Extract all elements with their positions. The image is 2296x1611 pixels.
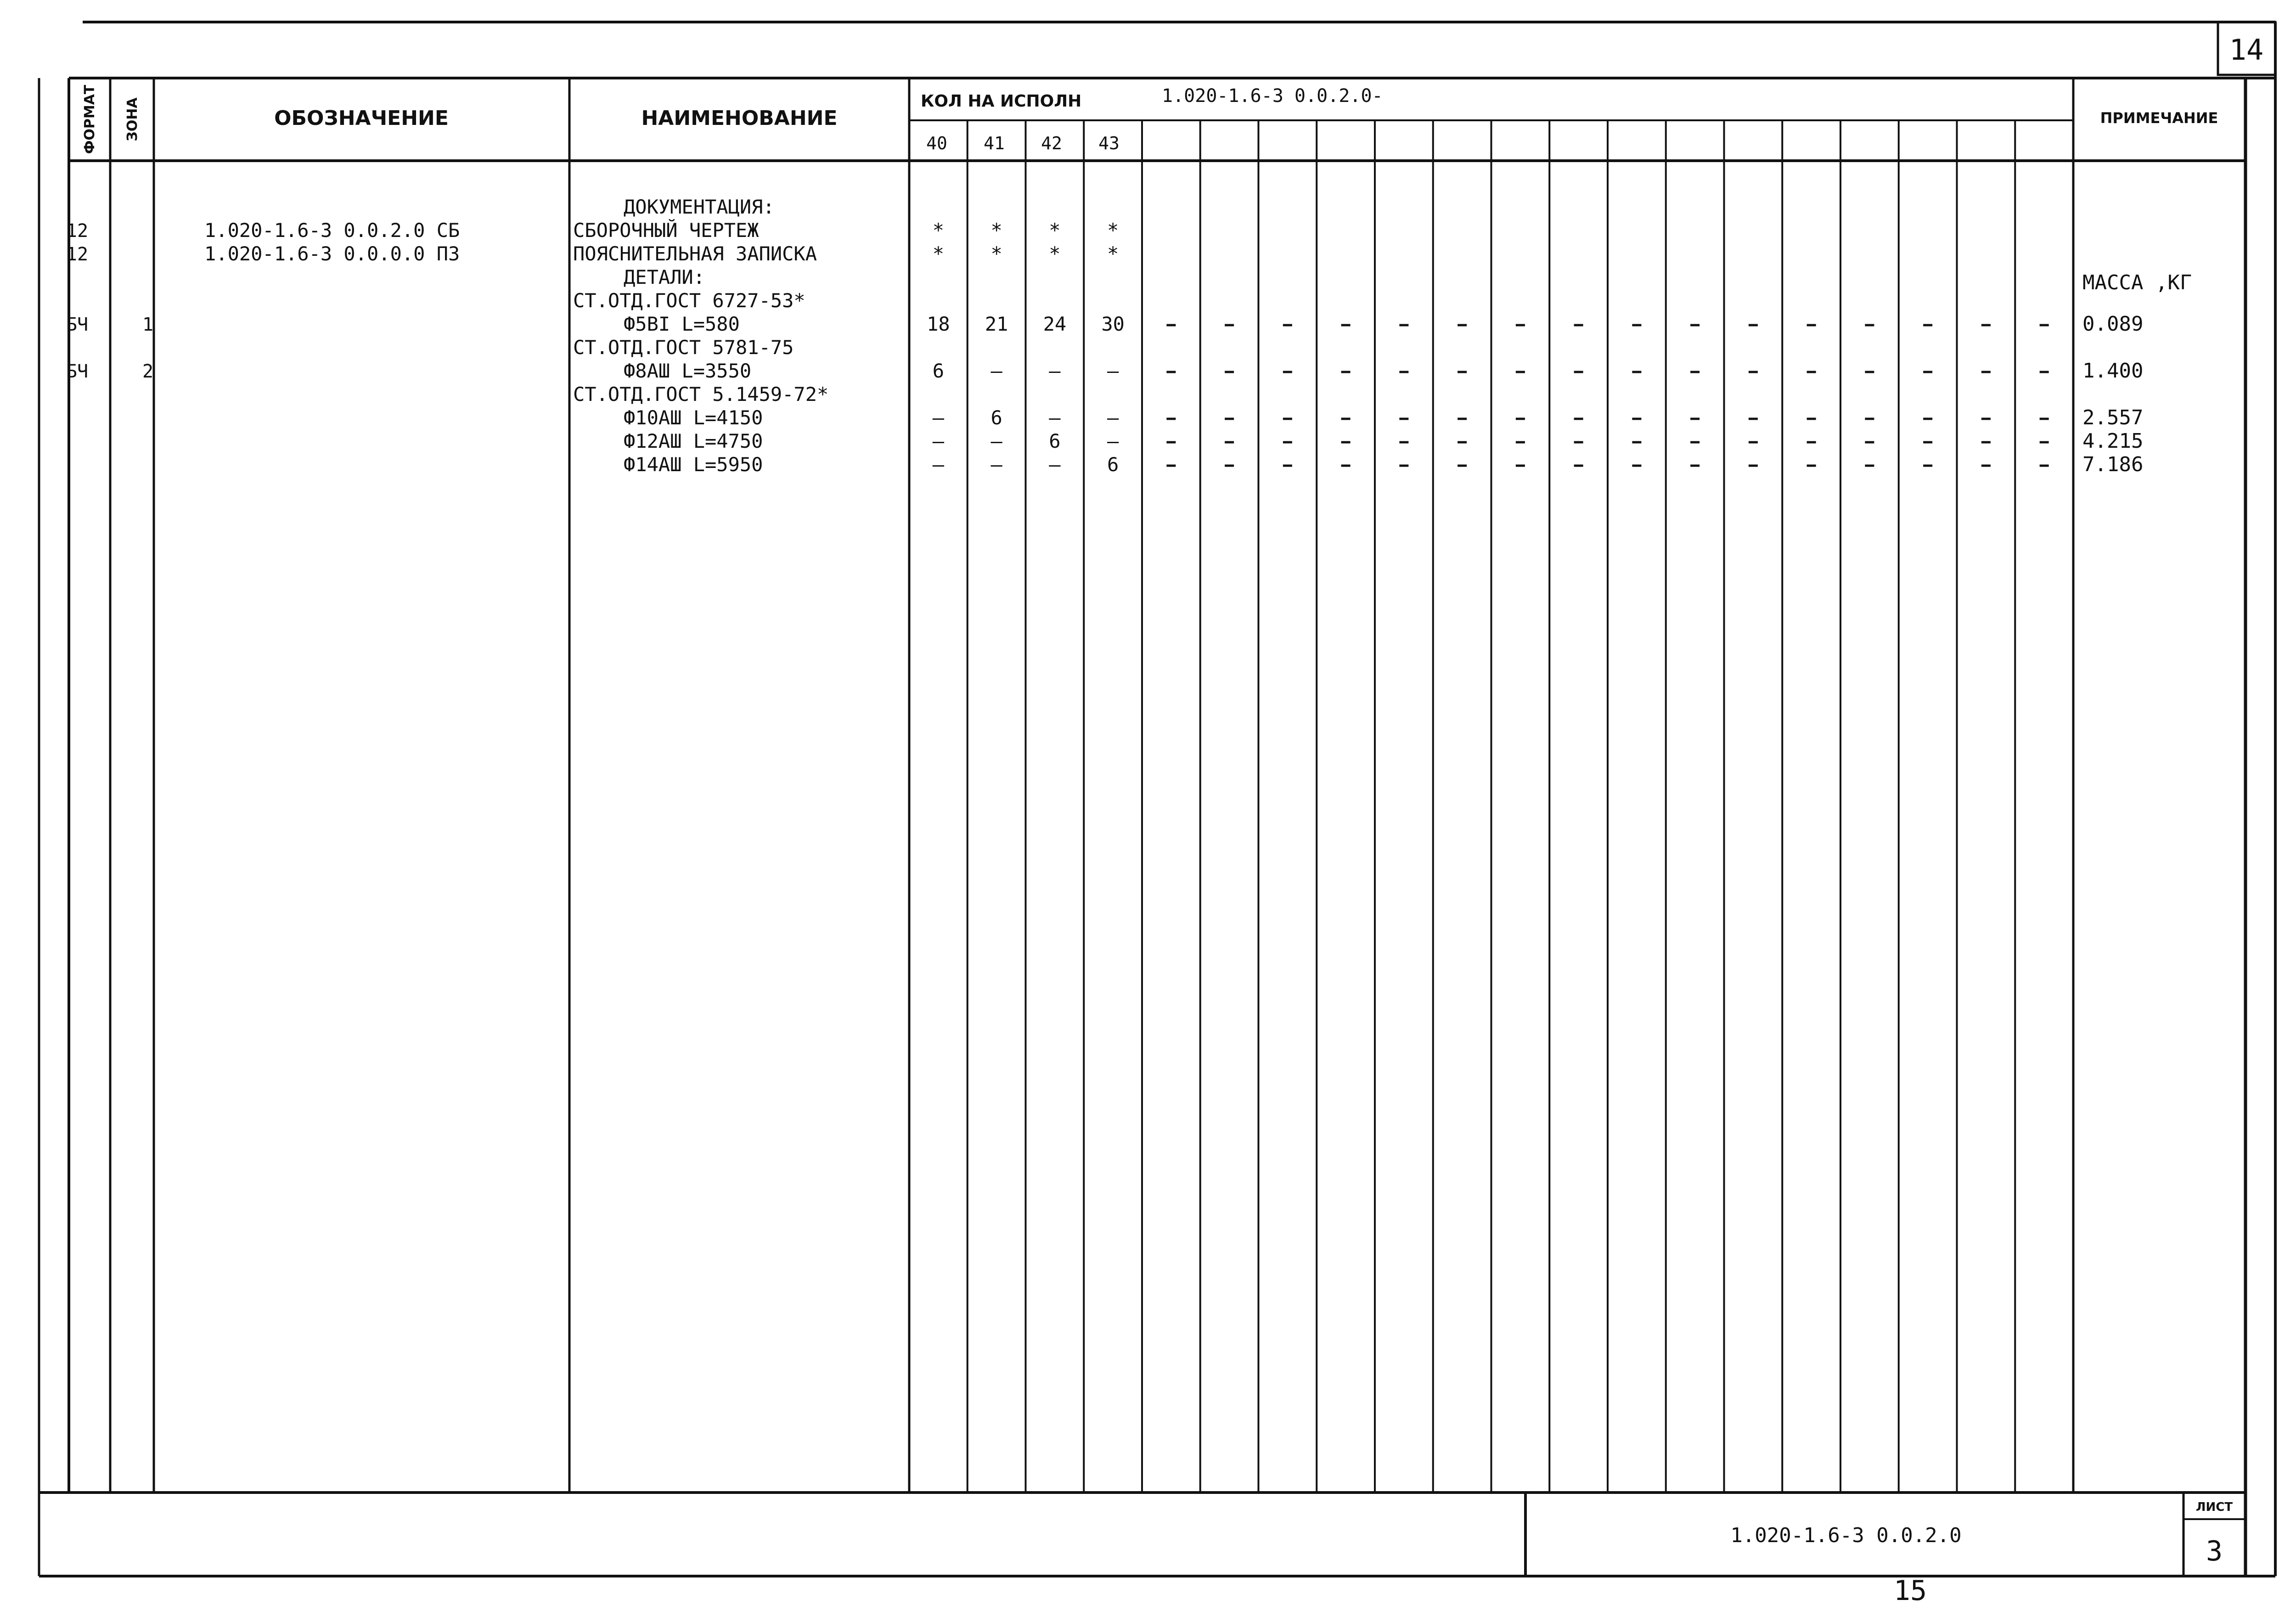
row-format: БЧ bbox=[66, 314, 89, 335]
header-variant-43: 43 bbox=[1098, 133, 1120, 153]
sheet-number: 3 bbox=[2206, 1535, 2223, 1567]
row-name: Ф8АШ L=3550 bbox=[624, 360, 752, 382]
header-designation: ОБОЗНАЧЕНИЕ bbox=[274, 107, 449, 130]
row-qty-cell: * bbox=[1107, 242, 1119, 265]
row-designation: 1.020-1.6-3 0.0.0.0 ПЗ bbox=[204, 242, 460, 265]
row-qty-cell: – bbox=[990, 453, 1002, 476]
header-variants bbox=[926, 133, 1120, 153]
row-name: ПОЯСНИТЕЛЬНАЯ ЗАПИСКА bbox=[573, 242, 817, 265]
bottom-page-mark: 15 bbox=[1893, 1575, 1927, 1607]
row-name: СТ.ОТД.ГОСТ 5781-75 bbox=[573, 336, 794, 359]
row-qty-cell: 6 bbox=[932, 360, 945, 382]
row-qty-cell: – bbox=[1107, 430, 1119, 452]
row-name: Ф14АШ L=5950 bbox=[624, 453, 763, 476]
sheet-label: ЛИСТ bbox=[2195, 1500, 2233, 1514]
column-grid bbox=[110, 78, 2073, 1493]
header-qty-caption: КОЛ НА ИСПОЛН bbox=[921, 92, 1082, 111]
row-designation: 1.020-1.6-3 0.0.2.0 СБ bbox=[204, 219, 460, 242]
row-note: МАССА ,КГ bbox=[2082, 271, 2192, 294]
row-qty-cell: * bbox=[1107, 219, 1119, 242]
row-qty-cell: – bbox=[1107, 360, 1119, 382]
header-variant-42: 42 bbox=[1041, 133, 1062, 153]
header-name: НАИМЕНОВАНИЕ bbox=[641, 107, 838, 130]
row-note: 4.215 bbox=[2082, 429, 2144, 453]
row-pos: 2 bbox=[142, 361, 154, 382]
row-qty-cell: * bbox=[932, 219, 945, 242]
row-qty-cell: * bbox=[1049, 242, 1061, 265]
row-note: 7.186 bbox=[2082, 453, 2144, 476]
row-name: СТ.ОТД.ГОСТ 6727-53* bbox=[573, 289, 805, 312]
header-zone: ЗОНА bbox=[124, 97, 141, 141]
row-qty-cell: 30 bbox=[1101, 313, 1125, 335]
variant-column-grid bbox=[968, 120, 2015, 1493]
header-variant-40: 40 bbox=[926, 133, 947, 153]
row-name: Ф5ВI L=580 bbox=[624, 313, 740, 335]
sheet-corner-number: 14 bbox=[2229, 33, 2264, 67]
row-name: СБОРОЧНЫЙ ЧЕРТЕЖ bbox=[573, 219, 759, 242]
header-note: ПРИМЕЧАНИЕ bbox=[2100, 109, 2218, 127]
row-qty-cell: – bbox=[990, 360, 1002, 382]
row-format: 12 bbox=[66, 244, 89, 265]
row-qty-cell: 24 bbox=[1043, 313, 1067, 335]
row-name: СТ.ОТД.ГОСТ 5.1459-72* bbox=[573, 383, 829, 406]
row-name: ДЕТАЛИ: bbox=[624, 266, 705, 288]
row-qty-cell: – bbox=[990, 430, 1002, 452]
row-qty-cell: – bbox=[932, 453, 945, 476]
row-note: 0.089 bbox=[2082, 312, 2144, 336]
row-format: 12 bbox=[66, 220, 89, 242]
row-qty-cell: – bbox=[1107, 406, 1119, 429]
header-qty-base: 1.020-1.6-3 0.0.2.0- bbox=[1162, 85, 1383, 107]
row-note: 2.557 bbox=[2082, 406, 2144, 429]
row-format: БЧ bbox=[66, 361, 89, 382]
row-qty-cell: 6 bbox=[1049, 430, 1061, 452]
header-variant-41: 41 bbox=[984, 133, 1005, 153]
row-qty-cell: * bbox=[990, 242, 1002, 265]
row-qty-cell: – bbox=[932, 430, 945, 452]
row-qty-cell: – bbox=[1049, 453, 1061, 476]
row-qty-cell: * bbox=[990, 219, 1002, 242]
row-qty-cell: – bbox=[1049, 360, 1061, 382]
row-name: Ф12АШ L=4750 bbox=[624, 430, 763, 452]
row-qty-cell: * bbox=[932, 242, 945, 265]
row-qty-cell: – bbox=[932, 406, 945, 429]
row-qty-cell: – bbox=[1049, 406, 1061, 429]
row-qty-cell: 6 bbox=[990, 406, 1002, 429]
header-format: ФОРМАТ bbox=[82, 84, 98, 154]
row-qty-cell: 18 bbox=[927, 313, 950, 335]
row-qty-cell: 21 bbox=[985, 313, 1008, 335]
spec-table-body bbox=[66, 196, 2192, 476]
row-note: 1.400 bbox=[2082, 359, 2144, 383]
row-name: Ф10АШ L=4150 bbox=[624, 406, 763, 429]
row-name: ДОКУМЕНТАЦИЯ: bbox=[624, 196, 775, 218]
row-qty-cell: * bbox=[1049, 219, 1061, 242]
row-pos: 1 bbox=[142, 314, 154, 335]
row-qty-cell: 6 bbox=[1107, 453, 1119, 476]
title-block-designation: 1.020-1.6-3 0.0.2.0 bbox=[1730, 1524, 1962, 1547]
